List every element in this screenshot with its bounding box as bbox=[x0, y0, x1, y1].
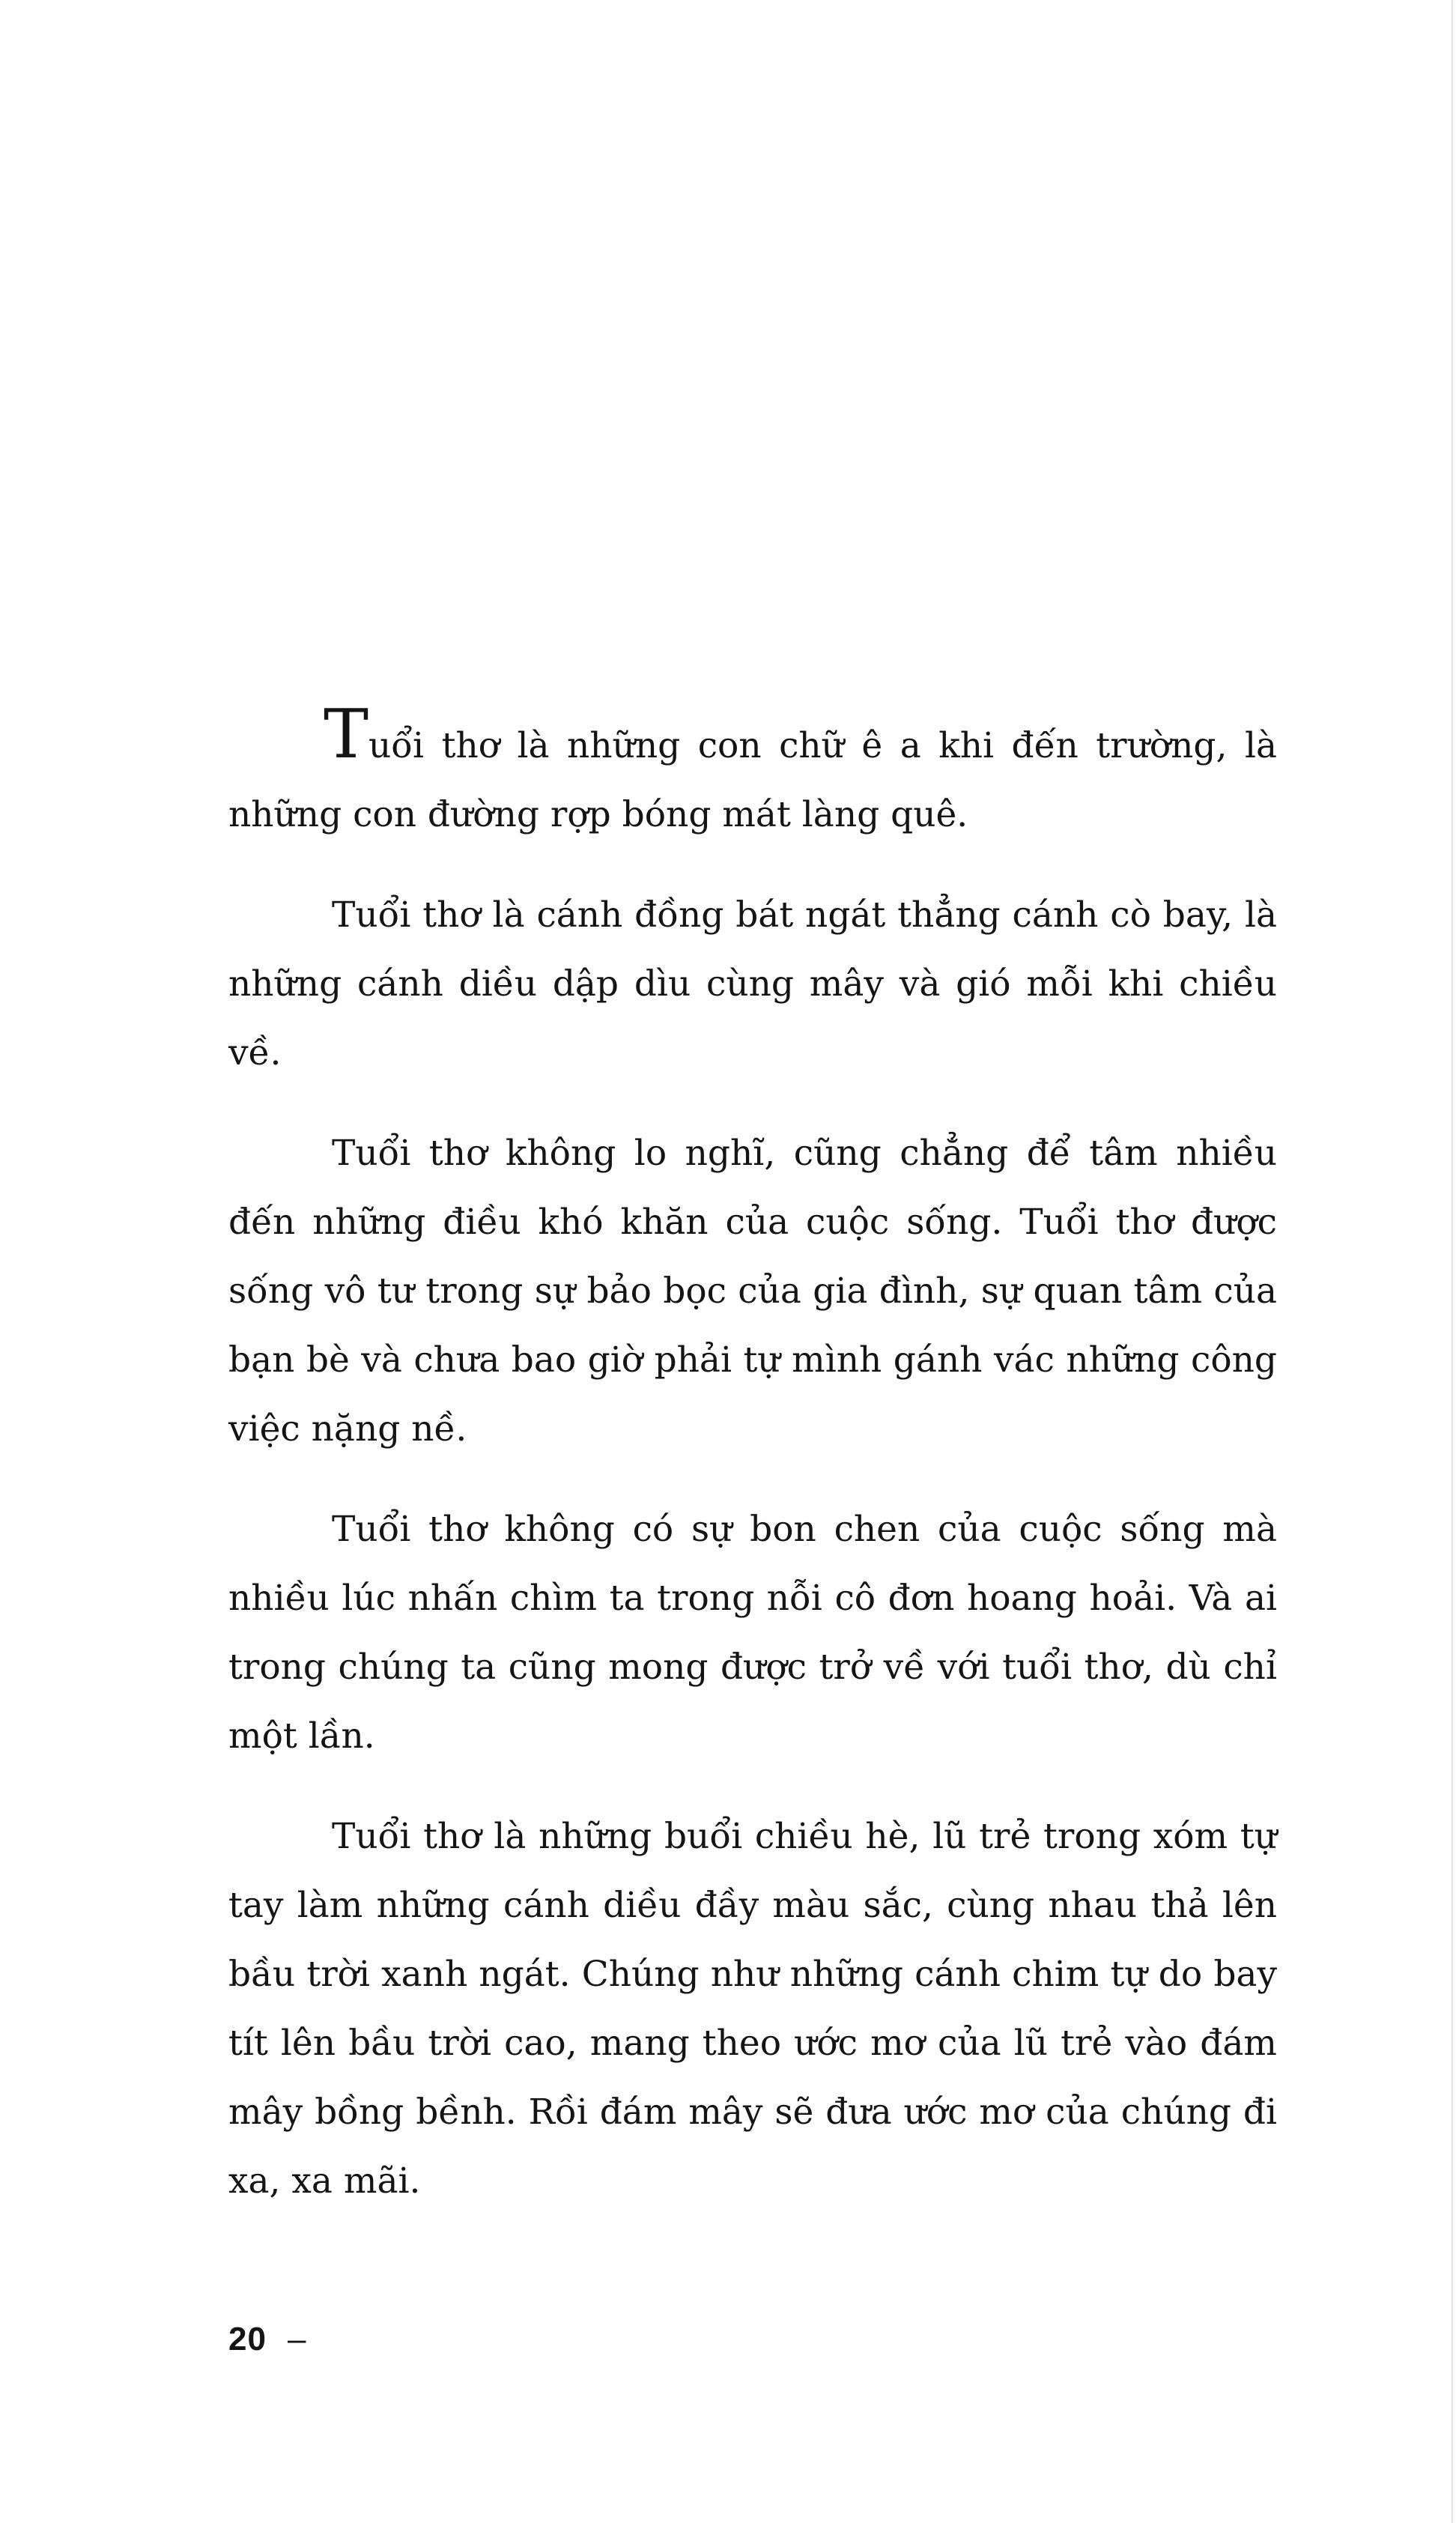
paragraph-2: Tuổi thơ là cánh đồng bát ngát thẳng cánh cò bay, là những cánh diều dập dìu cùng mây và gió mỗi khi chiều về. bbox=[228, 894, 1277, 1073]
page-footer bbox=[228, 2321, 306, 2358]
paragraph-1 bbox=[228, 695, 1277, 849]
page-number: 20 bbox=[228, 2321, 267, 2357]
paragraph-4: Tuổi thơ không có sự bon chen của cuộc sống mà nhiều lúc nhấn chìm ta trong nỗi cô đơn hoang hoải. Và ai trong chúng ta cũng mong được trở về với tuổi thơ, dù chỉ một lần. bbox=[228, 1509, 1277, 1757]
paragraph-5: Tuổi thơ là những buổi chiều hè, lũ trẻ trong xóm tự tay làm những cánh diều đầy màu sắc, cùng nhau thả lên bầu trời xanh ngát. Chúng như những cánh chim tự do bay tít lên bầu trời cao, mang theo ước mơ của lũ trẻ vào đám mây bồng bềnh. Rồi đám mây sẽ đưa ước mơ của chúng đi xa, xa mãi. bbox=[228, 1816, 1277, 2202]
paragraph-3: Tuổi thơ không lo nghĩ, cũng chẳng để tâm nhiều đến những điều khó khăn của cuộc sống. Tuổi thơ được sống vô tư trong sự bảo bọc của gia đình, sự quan tâm của bạn bè và chưa bao giờ phải tự mình gánh vác những công việc nặng nề. bbox=[228, 1133, 1277, 1450]
footer-dash: – bbox=[287, 2321, 307, 2357]
page-edge-line bbox=[1452, 0, 1453, 2523]
paragraph-1-text: uổi thơ là những con chữ ê a khi đến trường, là những con đường rợp bóng mát làng quê. bbox=[228, 725, 1277, 835]
body-text bbox=[228, 695, 1277, 2247]
drop-cap: T bbox=[324, 695, 369, 774]
